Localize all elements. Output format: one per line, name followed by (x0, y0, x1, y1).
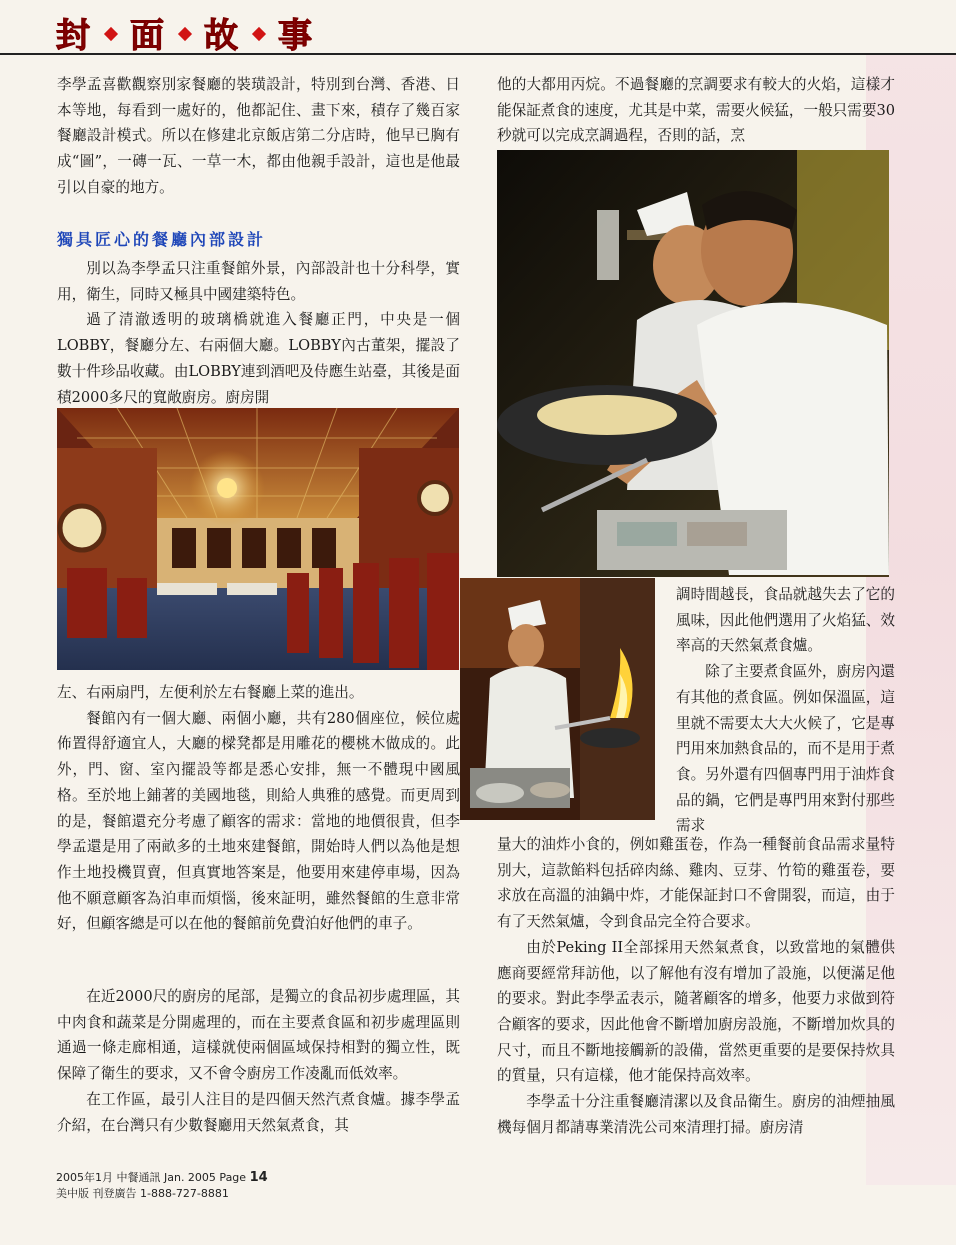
section-title (56, 8, 314, 57)
paragraph: 在近2000尺的廚房的尾部，是獨立的食品初步處理區，其中肉食和蔬菜是分開處理的，而在主要煮食區和初步處理區則通過一條走廊相通，這樣就使兩個區域保持相對的獨立性，既保障了衛生的要求，又不會令廚房工作凌亂而低效率。 (57, 988, 460, 1083)
paragraph: 在工作區，最引人注目的是四個天然汽煮食爐。據李學孟介紹，在台灣只有少數餐廳用天然氣煮食，其 (57, 1090, 460, 1134)
chef-flame-photo (460, 578, 655, 820)
paragraph: 別以為李學孟只注重餐館外景，內部設計也十分科學，實用，衛生，同時又極具中國建築特色。 (57, 260, 460, 303)
footer-issue: 2005年1月 中餐通訊 Jan. 2005 Page (56, 1171, 247, 1184)
diamond-separator-icon (178, 27, 192, 41)
col1-intro (57, 72, 460, 201)
title-char-2: 面 (130, 16, 166, 56)
page-number: 14 (249, 1170, 268, 1185)
dining-hall-photo (57, 408, 459, 670)
paragraph-continuation: 左、右兩扇門，左便利於左右餐廳上菜的進出。 (57, 684, 364, 701)
paragraph: 餐館內有一個大廳、兩個小廳，共有280個座位，候位處佈置得舒適宜人，大廳的樑凳都是用雕花的櫻桃木做成的。此外，門、窗、室內擺設等都是悉心安排，無一不體現中國風格。至於地上鋪著的美國地毯，則給人典雅的感覺。而更周到的是，餐館還充分考慮了顧客的需求：當地的地價很貴，但李學孟還是用了兩畝多的土地來建餐館，開始時人們以為他是想作土地投機買賣，但真實地答案是，他要用來建停車場，因為他不願意顧客為泊車而煩惱，後來証明，雖然餐館的生意非常好，但顧客總是可以在他的餐館前免費泊好他們的車子。 (57, 709, 460, 933)
paragraph: 除了主要煮食區外，廚房內還有其他的煮食區。例如保溫區，這里就不需要太大大火候了，它是專門用來加熱食品的，而不是用于煮食。另外還有四個專門用于油炸食品的鍋，它們是專門用來對付那些需求 (676, 663, 895, 835)
chefs-cooking-photo (497, 150, 889, 577)
diamond-separator-icon (104, 27, 118, 41)
col2-lower (497, 832, 895, 1140)
paragraph: 他的大都用丙烷。不過餐廳的烹調要求有較大的火焰，這樣才能保証煮食的速度，尤其是中菜，需要火候猛，一般只需要30秒就可以完成烹調過程，否則的話，烹 (497, 76, 896, 145)
paragraph-continuation: 調時間越長，食品就越失去了它的風味，因此他們選用了火焰猛、效率高的天然氣煮食爐。 (676, 586, 895, 655)
paragraph: 過了清澈透明的玻璃橋就進入餐廳正門，中央是一個LOBBY，餐廳分左、右兩個大廳。LOBBY內古董架，擺設了數十件珍品收藏。由LOBBY連到酒吧及侍應生站臺，其後是面積2000多尺的寬敞廚房。廚房開 (57, 311, 460, 406)
title-char-3: 故 (204, 16, 240, 56)
col2-top (497, 72, 895, 149)
col1-upper (57, 256, 460, 410)
intro-paragraph: 李學孟喜歡觀察別家餐廳的裝璜設計，特別到台灣、香港、日本等地，每看到一處好的，他都記住、畫下來，積存了幾百家餐廳設計模式。所以在修建北京飯店第二分店時，他早已胸有成“圖”，一磚一瓦、一草一木，都由他親手設計，這也是他最引以自豪的地方。 (57, 76, 460, 196)
footer-advert-line: 美中版 刊登廣告 1-888-727-8881 (56, 1187, 229, 1200)
title-char-1: 封 (56, 16, 92, 56)
col2-beside-photo (676, 582, 895, 839)
diamond-separator-icon (252, 27, 266, 41)
paragraph: 李學孟十分注重餐廳清潔以及食品衛生。廚房的油煙抽風機每個月都請專業清洗公司來清理打掃。廚房清 (497, 1093, 895, 1136)
title-char-4: 事 (278, 16, 314, 56)
col1-bottom (57, 984, 460, 1138)
paragraph-continuation: 量大的油炸小食的，例如雞蛋卷，作為一種餐前食品需求量特別大，這款餡料包括碎肉絲、雞肉、豆芽、竹筍的雞蛋卷，要求放在高溫的油鍋中炸，才能保証封口不會開裂，而這，由于有了天然氣爐，令到食品完全符合要求。 (497, 836, 895, 931)
page-header (0, 0, 956, 55)
page-footer (56, 1170, 268, 1202)
col1-lower (57, 680, 460, 937)
section-subheading: 獨具匠心的餐廳內部設計 (57, 230, 267, 249)
paragraph: 由於Peking II全部採用天然氣煮食，以致當地的氣體供應商要經常拜訪他，以了解他有沒有增加了設施，以便滿足他的要求。對此李學孟表示，隨著顧客的增多，他要力求做到符合顧客的要求，因此他會不斷增加廚房設施，不斷增加炊具的尺寸，而且不斷地接觸新的設備，當然更重要的是要保持炊具的質量，只有這樣，他才能保持高效率。 (497, 938, 895, 1085)
footer-line-1 (56, 1170, 268, 1186)
